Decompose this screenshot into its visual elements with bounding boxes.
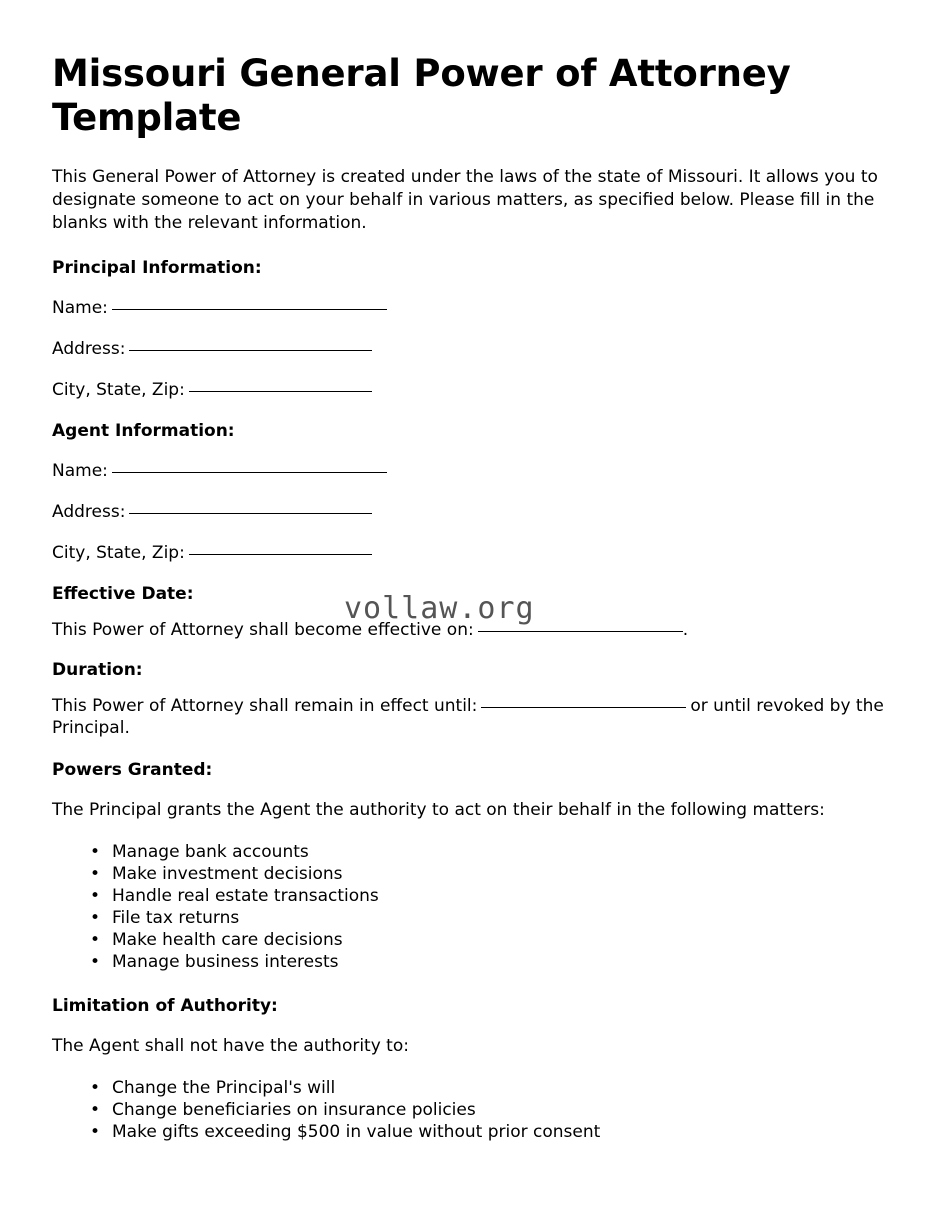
duration-heading: Duration: bbox=[52, 660, 143, 680]
duration-statement bbox=[52, 695, 885, 739]
agent-city-state-zip-field-row bbox=[52, 542, 885, 564]
effective-date-text-after: . bbox=[682, 620, 689, 640]
effective-date-input[interactable] bbox=[478, 617, 683, 632]
powers-granted-heading: Powers Granted: bbox=[52, 760, 213, 780]
duration-section bbox=[52, 659, 885, 739]
list-item: • Manage bank accounts bbox=[98, 841, 885, 863]
agent-city-state-zip-input[interactable] bbox=[189, 540, 372, 555]
effective-date-text-before: This Power of Attorney shall become effective on: bbox=[52, 620, 474, 640]
list-item: • Manage business interests bbox=[98, 951, 885, 973]
principal-address-label: Address: bbox=[52, 339, 126, 359]
powers-granted-list bbox=[52, 841, 885, 973]
list-item: • Make health care decisions bbox=[98, 929, 885, 951]
limitation-of-authority-heading: Limitation of Authority: bbox=[52, 996, 278, 1016]
list-item: • Change beneficiaries on insurance policies bbox=[98, 1099, 885, 1121]
principal-information-section bbox=[52, 257, 885, 401]
agent-address-input[interactable] bbox=[129, 499, 372, 514]
agent-information-section bbox=[52, 420, 885, 564]
principal-city-state-zip-field-row bbox=[52, 379, 885, 401]
list-item: • Make gifts exceeding $500 in value without prior consent bbox=[98, 1121, 885, 1143]
principal-name-input[interactable] bbox=[112, 295, 387, 310]
principal-name-label: Name: bbox=[52, 298, 108, 318]
effective-date-statement bbox=[52, 619, 885, 641]
list-item: • Handle real estate transactions bbox=[98, 885, 885, 907]
powers-granted-intro: The Principal grants the Agent the authority to act on their behalf in the following matters: bbox=[52, 800, 825, 820]
agent-name-input[interactable] bbox=[112, 458, 387, 473]
limitation-of-authority-section bbox=[52, 995, 885, 1143]
agent-address-label: Address: bbox=[52, 502, 126, 522]
principal-address-input[interactable] bbox=[129, 336, 372, 351]
agent-city-state-zip-label: City, State, Zip: bbox=[52, 543, 185, 563]
watermark-vollaw: vollaw.org bbox=[344, 591, 535, 626]
effective-date-heading: Effective Date: bbox=[52, 584, 194, 604]
list-item: • Change the Principal's will bbox=[98, 1077, 885, 1099]
intro-paragraph: This General Power of Attorney is created under the laws of the state of Missouri. It allows you to designate someone to act on your behalf in various matters, as specified below. Please fill in the blanks with the relevant information. bbox=[52, 167, 878, 233]
agent-name-field-row bbox=[52, 460, 885, 482]
principal-information-heading: Principal Information: bbox=[52, 258, 262, 278]
agent-address-field-row bbox=[52, 501, 885, 523]
limitation-of-authority-intro: The Agent shall not have the authority to: bbox=[52, 1036, 409, 1056]
powers-granted-section bbox=[52, 759, 885, 973]
list-item: • File tax returns bbox=[98, 907, 885, 929]
list-item: • Make investment decisions bbox=[98, 863, 885, 885]
effective-date-section bbox=[52, 583, 885, 641]
limitation-of-authority-list bbox=[52, 1077, 885, 1143]
principal-city-state-zip-label: City, State, Zip: bbox=[52, 380, 185, 400]
principal-address-field-row bbox=[52, 338, 885, 360]
duration-text-after: or until revoked by the Principal. bbox=[52, 696, 884, 738]
duration-text-before: This Power of Attorney shall remain in effect until: bbox=[52, 696, 478, 716]
principal-city-state-zip-input[interactable] bbox=[189, 377, 372, 392]
duration-input[interactable] bbox=[481, 693, 686, 708]
page-title: Missouri General Power of Attorney Template bbox=[52, 52, 791, 139]
principal-name-field-row bbox=[52, 297, 885, 319]
agent-information-heading: Agent Information: bbox=[52, 421, 235, 441]
agent-name-label: Name: bbox=[52, 461, 108, 481]
